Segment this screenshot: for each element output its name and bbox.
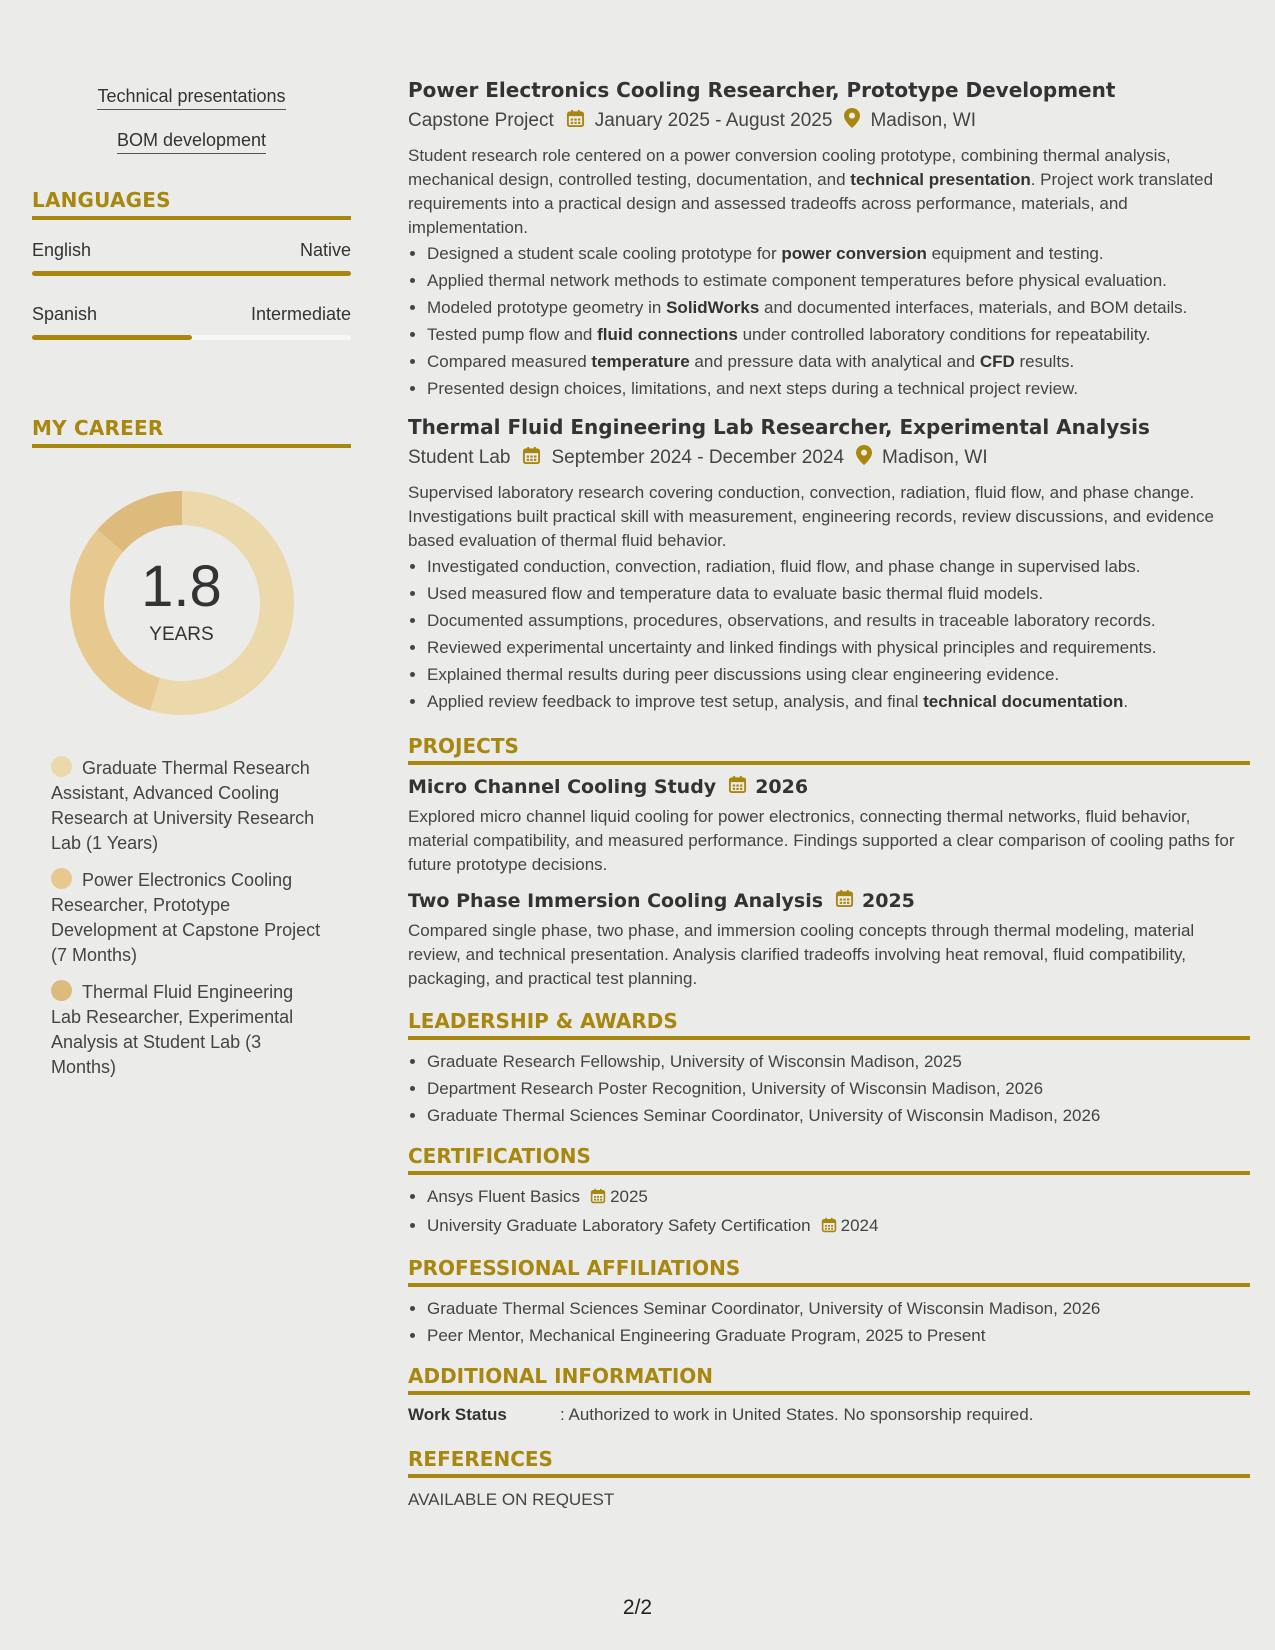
list-item	[427, 1185, 1250, 1211]
page-number: 2/2	[622, 1596, 653, 1619]
career-legend-item: Graduate Thermal Research Assistant, Advanced Cooling Research at University Research Lab (1 Years)	[51, 758, 315, 853]
job-meta	[408, 445, 1250, 471]
career-total-unit: YEARS	[149, 624, 214, 645]
legend-dot-icon	[51, 980, 72, 1001]
list-item: • Explained thermal results during peer discussions using clear engineering evidence.	[427, 663, 1250, 687]
references-heading: REFERENCES	[408, 1447, 1250, 1478]
project-year: 2025	[862, 890, 915, 912]
project-title-row	[408, 775, 1250, 799]
location-pin-icon	[844, 108, 860, 134]
experience-entry	[408, 78, 1250, 401]
job-meta	[408, 108, 1250, 134]
job-org: Capstone Project	[408, 110, 554, 131]
project-description: Compared single phase, two phase, and immersion cooling concepts through thermal modeling, material review, and technical presentation. Analysis clarified tradeoffs involving heat removal, fluid compatibility, packaging, and practical test planning.	[408, 921, 1195, 988]
language-spanish	[32, 304, 351, 340]
projects-heading: PROJECTS	[408, 734, 1250, 765]
legend-dot-icon	[51, 868, 72, 889]
list-item: • Graduate Thermal Sciences Seminar Coordinator, University of Wisconsin Madison, 2026	[427, 1297, 1250, 1321]
calendar-icon	[821, 1216, 837, 1240]
list-item: • Peer Mentor, Mechanical Engineering Graduate Program, 2025 to Present	[427, 1324, 1250, 1348]
legend-dot-icon	[51, 756, 72, 777]
project-title-row	[408, 889, 1250, 913]
location-pin-icon	[856, 445, 872, 471]
list-item: • Documented assumptions, procedures, observations, and results in traceable laboratory records.	[427, 609, 1250, 633]
list-item: • Modeled prototype geometry in SolidWorks and documented interfaces, materials, and BOM details.	[427, 296, 1250, 320]
work-status-value: : Authorized to work in United States. No sponsorship required.	[560, 1405, 1034, 1424]
skill-item: BOM development	[32, 130, 351, 154]
calendar-icon	[835, 889, 854, 913]
project-entry	[408, 775, 1250, 877]
project-year: 2026	[755, 776, 809, 798]
language-name: Spanish	[32, 304, 98, 324]
list-item: • Compared measured temperature and pressure data with analytical and CFD results.	[427, 350, 1250, 374]
list-item	[427, 1214, 1250, 1240]
affiliations-list	[408, 1297, 1250, 1348]
list-item: • Graduate Thermal Sciences Seminar Coordinator, University of Wisconsin Madison, 2026	[427, 1104, 1250, 1128]
affiliations-heading: PROFESSIONAL AFFILIATIONS	[408, 1256, 1250, 1287]
job-org: Student Lab	[408, 447, 511, 468]
leadership-heading: LEADERSHIP & AWARDS	[408, 1009, 1250, 1040]
certification-year: 2024	[840, 1216, 879, 1235]
work-status-label: Work Status	[408, 1405, 507, 1424]
project-description: Explored micro channel liquid cooling for power electronics, connecting thermal networks, fluid behavior, material compatibility, and measured performance. Findings supported a clear comparison of cooling paths for future prototype decisions.	[408, 807, 1235, 874]
language-bar	[32, 335, 351, 340]
certifications-heading: CERTIFICATIONS	[408, 1144, 1250, 1175]
job-title: Power Electronics Cooling Researcher, Prototype Development	[408, 78, 1116, 102]
calendar-icon	[522, 446, 541, 471]
job-bullets	[408, 242, 1250, 401]
list-item: • Applied review feedback to improve test setup, analysis, and final technical documentation.	[427, 690, 1250, 714]
job-title: Thermal Fluid Engineering Lab Researcher, Experimental Analysis	[408, 415, 1150, 439]
language-bar	[32, 271, 351, 276]
language-english	[32, 240, 351, 276]
calendar-icon	[566, 109, 585, 134]
career-legend-item: Thermal Fluid Engineering Lab Researcher, Experimental Analysis at Student Lab (3 Months)	[51, 982, 294, 1077]
language-level: Native	[299, 240, 351, 260]
list-item: • Reviewed experimental uncertainty and linked findings with physical principles and requirements.	[427, 636, 1250, 660]
job-bullets	[408, 555, 1250, 714]
certification-name: Ansys Fluent Basics	[427, 1187, 581, 1206]
list-item: • Tested pump flow and fluid connections under controlled laboratory conditions for repeatability.	[427, 323, 1250, 347]
job-description: Supervised laboratory research covering conduction, convection, radiation, fluid flow, and phase change. Investigations built practical skill with measurement, engineering records, review discussions, and evidence based evaluation of thermal fluid behavior.	[408, 483, 1215, 550]
career-heading: MY CAREER	[32, 416, 351, 448]
project-entry	[408, 889, 1250, 991]
certifications-list	[408, 1185, 1250, 1240]
experience-entry	[408, 415, 1250, 714]
list-item: • Graduate Research Fellowship, University of Wisconsin Madison, 2025	[427, 1050, 1250, 1074]
list-item: • Used measured flow and temperature data to evaluate basic thermal fluid models.	[427, 582, 1250, 606]
main-content	[408, 78, 1250, 1510]
job-dates: January 2025 - August 2025	[594, 110, 833, 131]
career-legend-item: Power Electronics Cooling Researcher, Prototype Development at Capstone Project (7 Months)	[51, 870, 321, 965]
career-total-years: 1.8	[141, 554, 222, 619]
job-description: Student research role centered on a power conversion cooling prototype, combining thermal analysis, mechanical design, controlled testing, documentation, and technical presentation. Project work translated requirements into a practical design and assessed tradeoffs across performance, materials, and implementation.	[408, 146, 1214, 237]
certification-year: 2025	[610, 1187, 648, 1206]
references-text: AVAILABLE ON REQUEST	[408, 1490, 615, 1509]
project-title: Two Phase Immersion Cooling Analysis	[408, 890, 824, 912]
list-item: • Applied thermal network methods to estimate component temperatures before physical evaluation.	[427, 269, 1250, 293]
language-name: English	[32, 240, 92, 260]
sidebar	[32, 86, 351, 1092]
job-location: Madison, WI	[870, 110, 977, 131]
language-bar-fill	[32, 335, 192, 340]
project-title: Micro Channel Cooling Study	[408, 776, 717, 798]
list-item: • Department Research Poster Recognition, University of Wisconsin Madison, 2026	[427, 1077, 1250, 1101]
list-item: • Presented design choices, limitations, and next steps during a technical project review.	[427, 377, 1250, 401]
calendar-icon	[728, 775, 747, 799]
work-status-row	[408, 1405, 1250, 1425]
job-dates: September 2024 - December 2024	[551, 447, 845, 468]
job-location: Madison, WI	[882, 447, 988, 468]
list-item: • Investigated conduction, convection, radiation, fluid flow, and phase change in supervised labs.	[427, 555, 1250, 579]
leadership-list	[408, 1050, 1250, 1128]
certification-name: University Graduate Laboratory Safety Certification	[427, 1216, 811, 1235]
additional-info-heading: ADDITIONAL INFORMATION	[408, 1364, 1250, 1395]
language-bar-fill	[32, 271, 351, 276]
skill-item: Technical presentations	[32, 86, 351, 110]
career-donut-chart	[67, 488, 297, 718]
languages-heading: LANGUAGES	[32, 188, 351, 220]
career-legend	[51, 756, 321, 1080]
language-level: Intermediate	[250, 304, 351, 324]
list-item: • Designed a student scale cooling prototype for power conversion equipment and testing.	[427, 242, 1250, 266]
calendar-icon	[590, 1187, 606, 1211]
